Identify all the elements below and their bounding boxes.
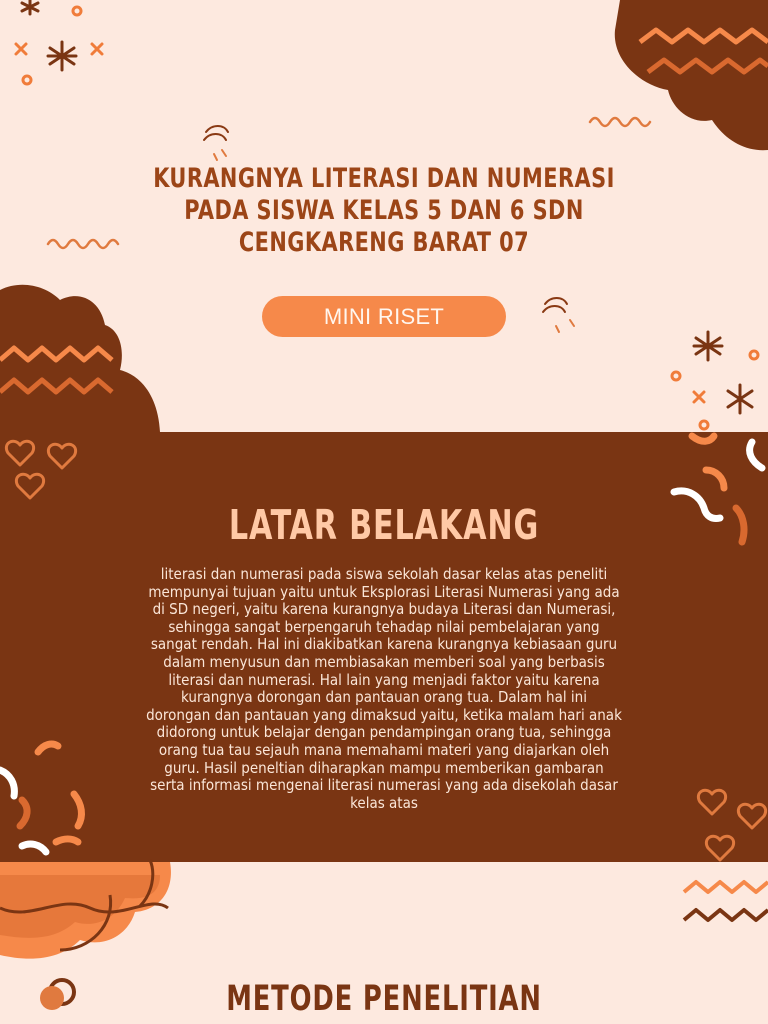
paragraph-line: sangat rendah. Hal ini diakibatkan karena kurangnya kebiasaan guru (150, 635, 618, 654)
right-sparkles-icon (672, 332, 758, 429)
paragraph-line: kurangnya dorongan dan pantauan orang tua. Dalam hal ini (181, 688, 587, 707)
title-line: CENGKARENG BARAT 07 (238, 227, 530, 258)
title-line: KURANGNYA LITERASI DAN NUMERASI (153, 163, 615, 194)
bottom-left-blob (0, 860, 171, 1010)
paragraph-line: kelas atas (350, 793, 418, 812)
paragraph-line: di SD negeri, yaitu karena kurangnya budaya Literasi dan Numerasi, (152, 600, 616, 619)
paragraph-line: orang tua tau sejauh mana memahami materi yang diajarkan oleh (158, 740, 610, 759)
paragraph-line: serta informasi mengenai literasi numerasi yang ada disekolah dasar (150, 776, 618, 795)
paragraph-line: literasi dan numerasi pada siswa sekolah dasar kelas atas peneliti (160, 565, 608, 583)
method-heading: METODE PENELITIAN (226, 979, 542, 1019)
paragraph-line: mempunyai tujuan yaitu untuk Eksplorasi Literasi Numerasi yang ada (148, 582, 620, 601)
page-title (126, 163, 642, 259)
paragraph-line: didorong untuk belajar dengan pendampingan orang tua, sehingga (156, 723, 612, 742)
left-blob (0, 285, 160, 432)
top-right-blob (615, 0, 768, 150)
paragraph-line: dalam menyusun dan membiasakan memberi soal yang berbasis (163, 652, 605, 671)
paragraph-line: sehingga sangat berpengaruh tehadap nilai pembelajaran yang (168, 617, 600, 636)
paragraph-line: dorongan dan pantauan yang dimaksud yaitu, ketika malam hari anak (146, 705, 622, 724)
mini-riset-badge: MINI RISET (262, 296, 506, 337)
paragraph-line: guru. Hasil peneltian diharapkan mampu memberikan gambaran (164, 758, 604, 777)
paragraph-line: literasi dan numerasi. Hal lain yang menjadi faktor yaitu karena (168, 670, 600, 689)
top-left-sparkles-icon (16, 0, 102, 84)
background-paragraph (100, 566, 668, 812)
title-line: PADA SISWA KELAS 5 DAN 6 SDN (184, 195, 584, 226)
background-heading: LATAR BELAKANG (228, 501, 540, 549)
zigzag-icon (684, 882, 768, 920)
